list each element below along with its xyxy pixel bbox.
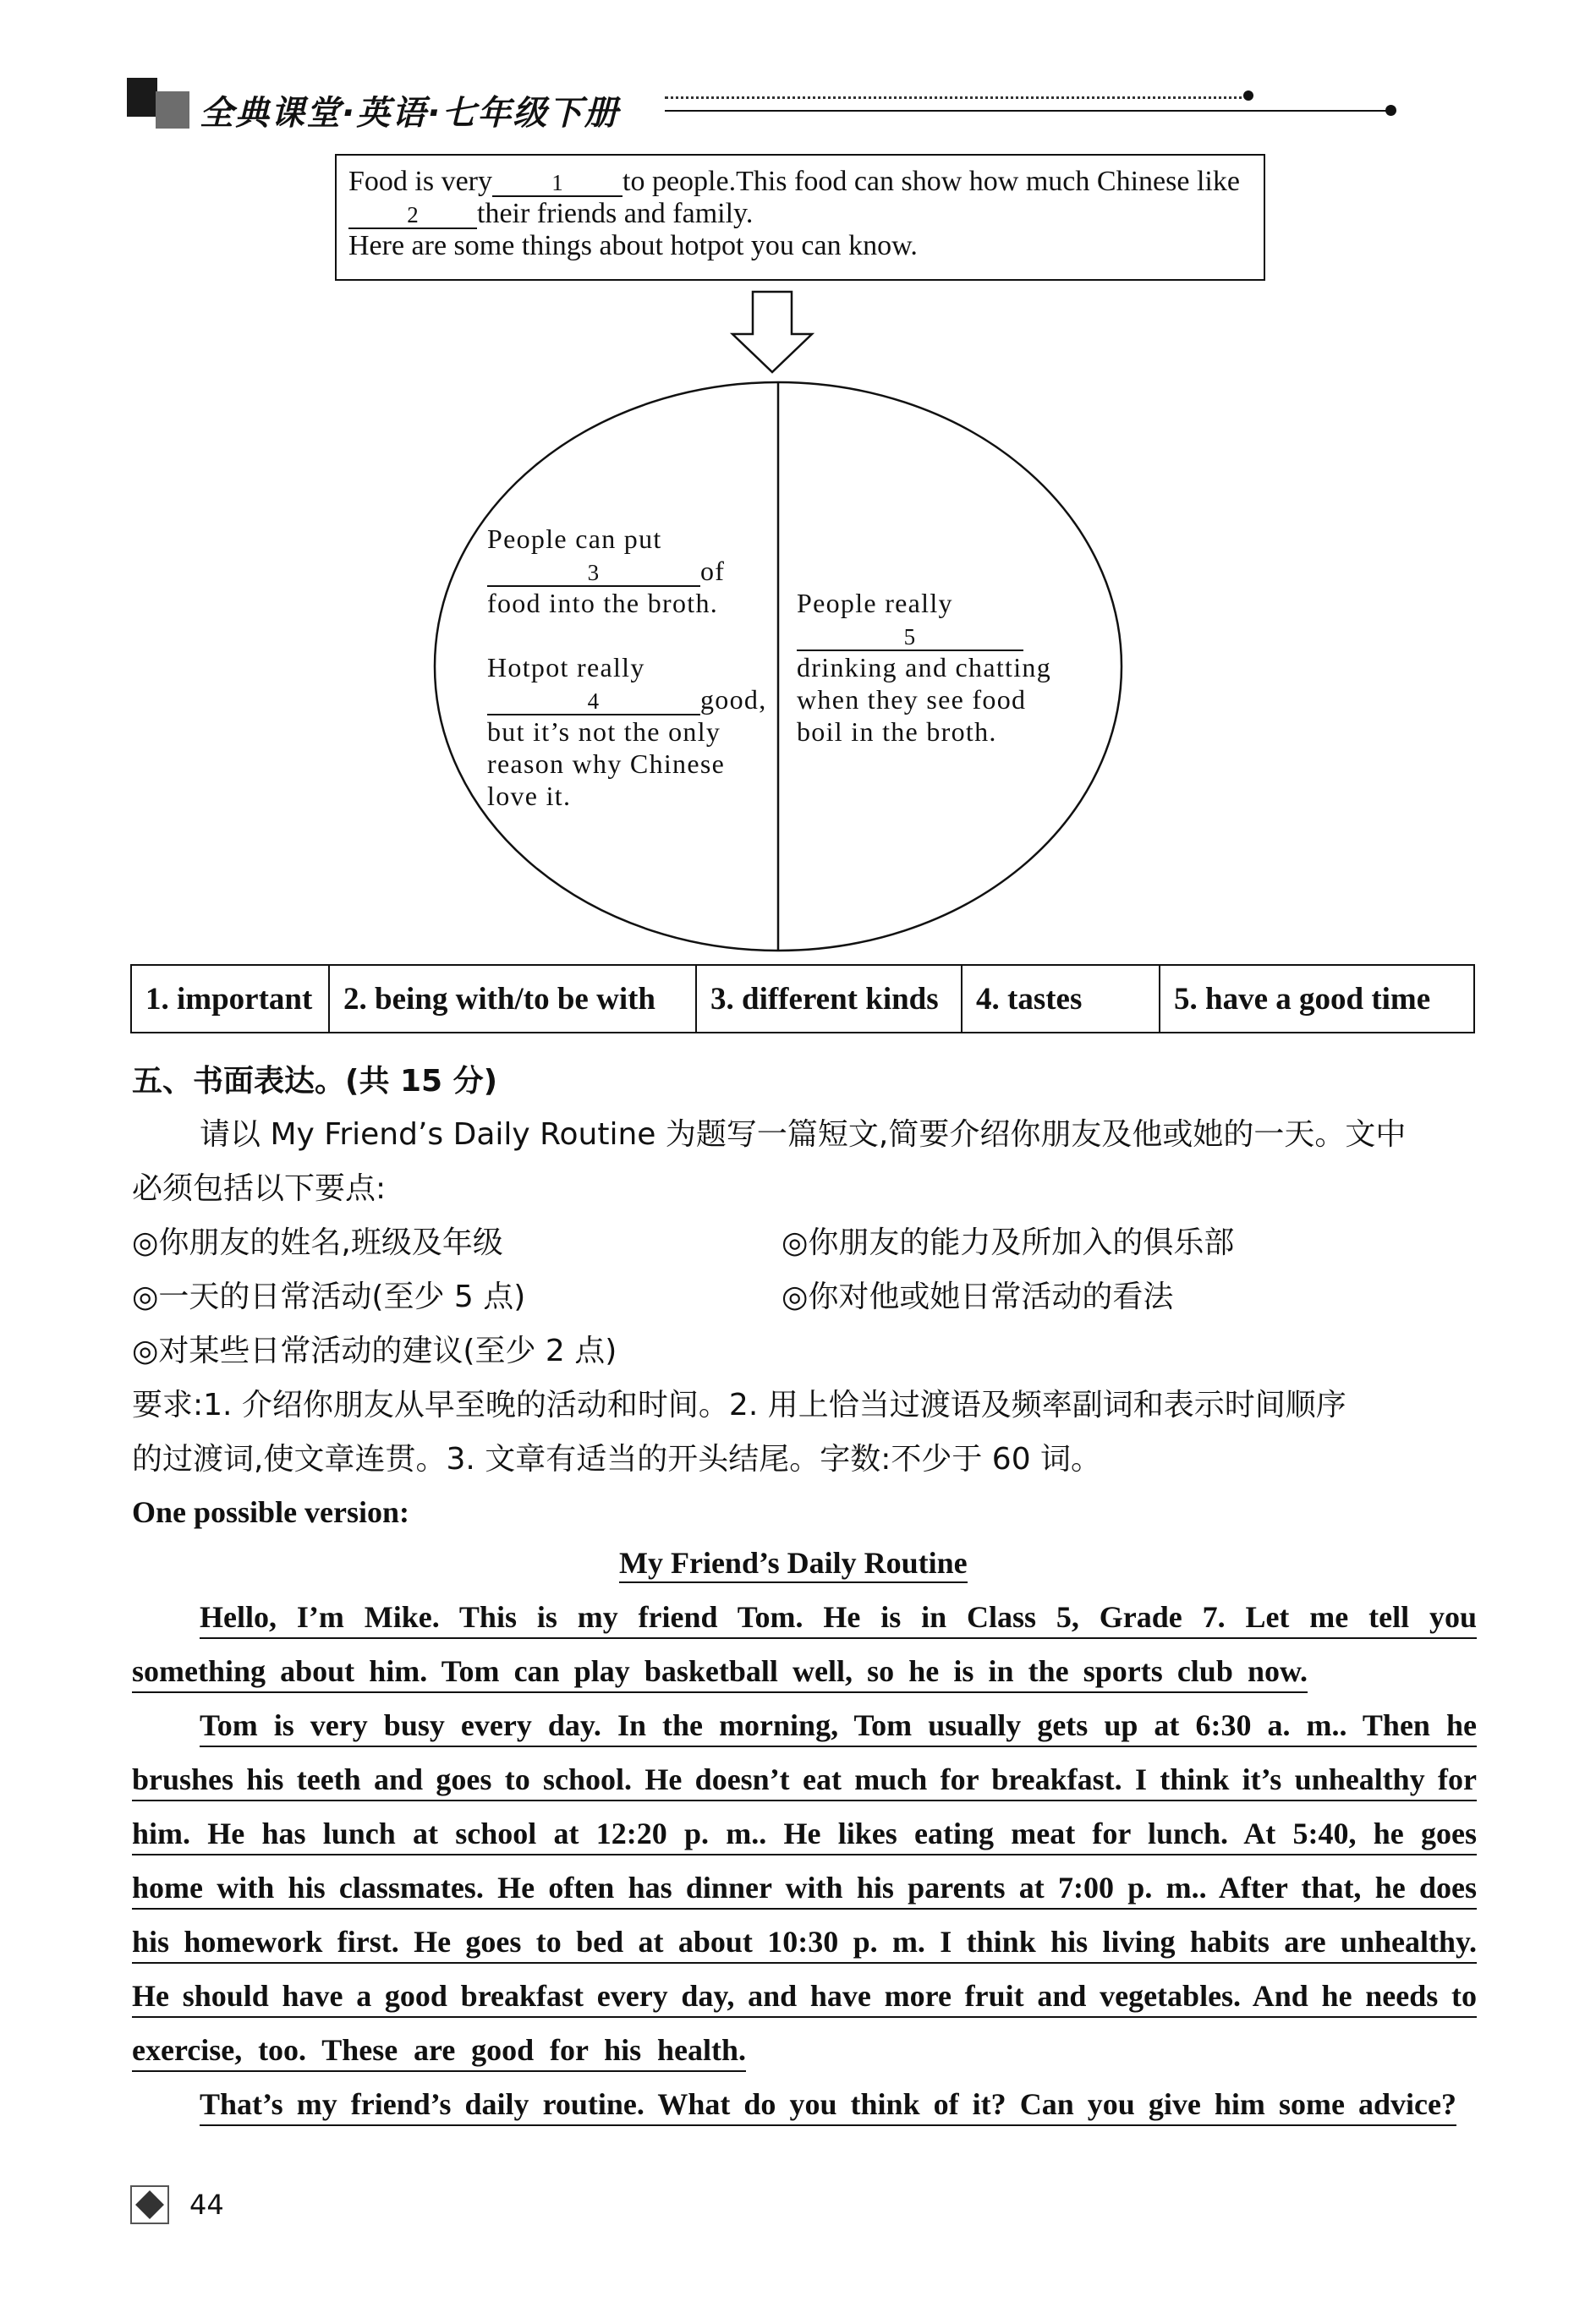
down-arrow-icon <box>732 292 812 372</box>
point-3: ◎一天的日常活动(至少 5 点) <box>132 1280 526 1314</box>
prompt-line-1: 请以 My Friend’s Daily Routine 为题写一篇短文,简要介绍你朋友及他或她的一天。文中 <box>200 1117 1407 1152</box>
page-icon <box>130 2185 169 2224</box>
diagram-right-l3: drinking and chatting <box>797 652 1052 682</box>
hotpot-diagram <box>0 0 1585 964</box>
diamond-icon <box>135 2190 164 2219</box>
blank-2: 2 <box>348 202 477 229</box>
essay-line-3: Tom is very busy every day. In the morning, Tom usually gets up at 6:30 a. m.. Then he <box>200 1705 1477 1747</box>
diagram-right-l5: boil in the broth. <box>797 716 997 747</box>
intro-text: their friends and family. <box>477 198 754 229</box>
header-title: 全典课堂·英语·七年级下册 <box>200 94 620 133</box>
essay-line-8: He should have a good breakfast every day, and have more fruit and vegetables. And he needs to <box>132 1976 1477 2018</box>
page-number: 44 <box>189 2189 224 2221</box>
intro-line-3: Here are some things about hotpot you can know. <box>348 230 918 261</box>
version-label: One possible version: <box>132 1495 410 1529</box>
answer-row <box>131 965 1474 1033</box>
point-5: ◎对某些日常活动的建议(至少 2 点) <box>132 1334 617 1368</box>
section-title: 五、书面表达。(共 15 分) <box>132 1064 498 1099</box>
diagram-left-l8: love it. <box>487 781 572 811</box>
point-1: ◎你朋友的姓名,班级及年级 <box>132 1225 503 1260</box>
requirement-line-1: 要求:1. 介绍你朋友从早至晚的活动和时间。2. 用上恰当过渡语及频率副词和表示时间顺序 <box>132 1388 1346 1422</box>
blank-4: 4 <box>487 688 700 715</box>
point-4: ◎你对他或她日常活动的看法 <box>782 1280 1174 1314</box>
diagram-right-l2 <box>797 619 1023 651</box>
diagram-text: of <box>700 556 726 586</box>
essay-line-2: something about him. Tom can play basketball well, so he is in the sports club now. <box>132 1651 1308 1693</box>
essay-line-5: him. He has lunch at school at 12:20 p. m.. He likes eating meat for lunch. At 5:40, he goes <box>132 1813 1477 1855</box>
answer-cell-1: 1. important <box>131 965 329 1033</box>
blank-5: 5 <box>797 624 1023 651</box>
diagram-left-l3: food into the broth. <box>487 588 719 618</box>
essay-line-9: exercise, too. These are good for his health. <box>132 2030 746 2072</box>
point-2: ◎你朋友的能力及所加入的俱乐部 <box>782 1225 1235 1260</box>
diagram-right-l1: People really <box>797 588 953 618</box>
diagram-left-l4: Hotpot really <box>487 652 645 682</box>
diagram-right-l4: when they see food <box>797 684 1027 715</box>
requirement-line-2: 的过渡词,使文章连贯。3. 文章有适当的开头结尾。字数:不少于 60 词。 <box>132 1442 1102 1477</box>
blank-1: 1 <box>492 170 622 197</box>
blank-3: 3 <box>487 560 700 587</box>
essay-title: My Friend’s Daily Routine <box>619 1544 968 1583</box>
prompt-line-2: 必须包括以下要点: <box>132 1171 387 1206</box>
diagram-left-l6: but it’s not the only <box>487 716 721 747</box>
essay-line-4: brushes his teeth and goes to school. He doesn’t eat much for breakfast. I think it’s unhealthy for <box>132 1759 1477 1801</box>
essay-line-7: his homework first. He goes to bed at about 10:30 p. m. I think his living habits are unhealthy. <box>132 1921 1477 1964</box>
answer-cell-4: 4. tastes <box>962 965 1160 1033</box>
essay-line-6: home with his classmates. He often has dinner with his parents at 7:00 p. m.. After that, he does <box>132 1867 1477 1910</box>
diagram-left-l5 <box>487 683 767 715</box>
diagram-left-l1: People can put <box>487 523 662 554</box>
answer-cell-3: 3. different kinds <box>696 965 962 1033</box>
diagram-text: good, <box>700 684 767 715</box>
essay-line-1: Hello, I’m Mike. This is my friend Tom. He is in Class 5, Grade 7. Let me tell you <box>200 1597 1477 1639</box>
diagram-left-l2 <box>487 555 725 587</box>
answer-cell-5: 5. have a good time <box>1160 965 1474 1033</box>
answer-cell-2: 2. being with/to be with <box>329 965 696 1033</box>
intro-text: Food is very <box>348 166 492 197</box>
intro-text: to people.This food can show how much Chinese like <box>622 166 1240 197</box>
answer-table <box>130 964 1475 1033</box>
diagram-left-l7: reason why Chinese <box>487 748 726 779</box>
essay-line-10: That’s my friend’s daily routine. What do you think of it? Can you give him some advice? <box>200 2084 1456 2126</box>
